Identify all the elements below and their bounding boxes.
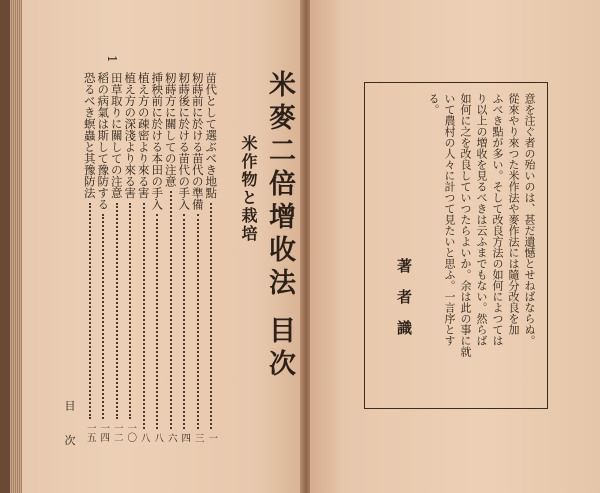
preface-line: り以上の増收を見るべきは云ふまでもない。然らば	[475, 93, 488, 346]
left-page	[10, 0, 302, 493]
toc-entry-title: 籾蒔前に於ける苗代の準備	[190, 72, 205, 210]
toc-leader-dots	[129, 203, 131, 420]
toc-leader-dots	[143, 203, 145, 429]
right-page	[310, 0, 600, 493]
toc-entry-title: 稻の病氣は斯して豫防する	[96, 72, 111, 210]
toc-entry-title: 田草取りに關しての注意	[109, 72, 124, 199]
toc-leader-dots	[156, 214, 158, 429]
preface-text	[409, 93, 537, 393]
toc-entry-title: 挿秧前に於ける本田の手入	[150, 72, 165, 210]
toc-leader-dots	[102, 214, 104, 419]
toc-entry-page: 一	[206, 432, 218, 442]
toc-leader-dots	[197, 214, 199, 429]
toc-entry-title: 恐るべき螟蟲と其豫防法	[82, 72, 97, 199]
toc-leader-dots	[116, 203, 118, 420]
preface-line: いて農村の人々に計つて見たいと思ふ。一言序とす	[443, 93, 456, 346]
toc-entry-page: 六	[165, 432, 177, 442]
footer-label: 目 次	[63, 400, 76, 456]
table-of-contents	[83, 72, 218, 442]
preface-line: 從來やり來つた米作法や麥作法には隨分改良を加	[507, 93, 520, 335]
toc-entry-title: 籾蒔後に於ける苗代の手入	[177, 72, 192, 210]
toc-leader-dots	[210, 203, 212, 429]
toc-entry-title: 植え方の深淺より來る害	[123, 72, 138, 199]
toc-leader-dots	[183, 214, 185, 429]
toc-entry-page: 一五	[84, 423, 96, 442]
toc-entry-title: 籾蒔方に關しての注意	[163, 72, 178, 187]
toc-entry-page: 四	[179, 432, 191, 442]
preface-line: る。	[427, 93, 440, 115]
preface-box	[364, 82, 548, 409]
section-subtitle: 米作物と栽培	[239, 135, 258, 243]
preface-signature: 著者識	[395, 258, 413, 351]
preface-line: 意を注ぐ者の殆いのは、甚だ遺憾とせねばならぬ。	[523, 93, 536, 346]
preface-line: 如何に之を改良していつたらよいか。余は此の事に就	[459, 93, 472, 357]
toc-entry-title: 植え方の疎密より來る害	[136, 72, 151, 199]
toc-entry-page: 一二	[111, 423, 123, 442]
toc-leader-dots	[89, 203, 91, 420]
page-number: 1	[105, 55, 119, 63]
toc-entry-title: 苗代として選ぶべき地點	[204, 72, 219, 199]
page-title: 米麥二倍增收法 目次	[264, 70, 295, 383]
toc-entry-page: 八	[138, 432, 150, 442]
toc-leader-dots	[170, 191, 172, 429]
toc-entry-page: 八	[152, 432, 164, 442]
preface-line: ふべき點が多い。そして改良方法の如何によつては	[491, 93, 504, 346]
toc-entry	[205, 72, 219, 442]
toc-entry-page: 一四	[98, 423, 110, 442]
page-edges	[10, 0, 22, 493]
toc-entry-page: 三	[192, 432, 204, 442]
toc-entry-page: 一〇	[125, 423, 137, 442]
